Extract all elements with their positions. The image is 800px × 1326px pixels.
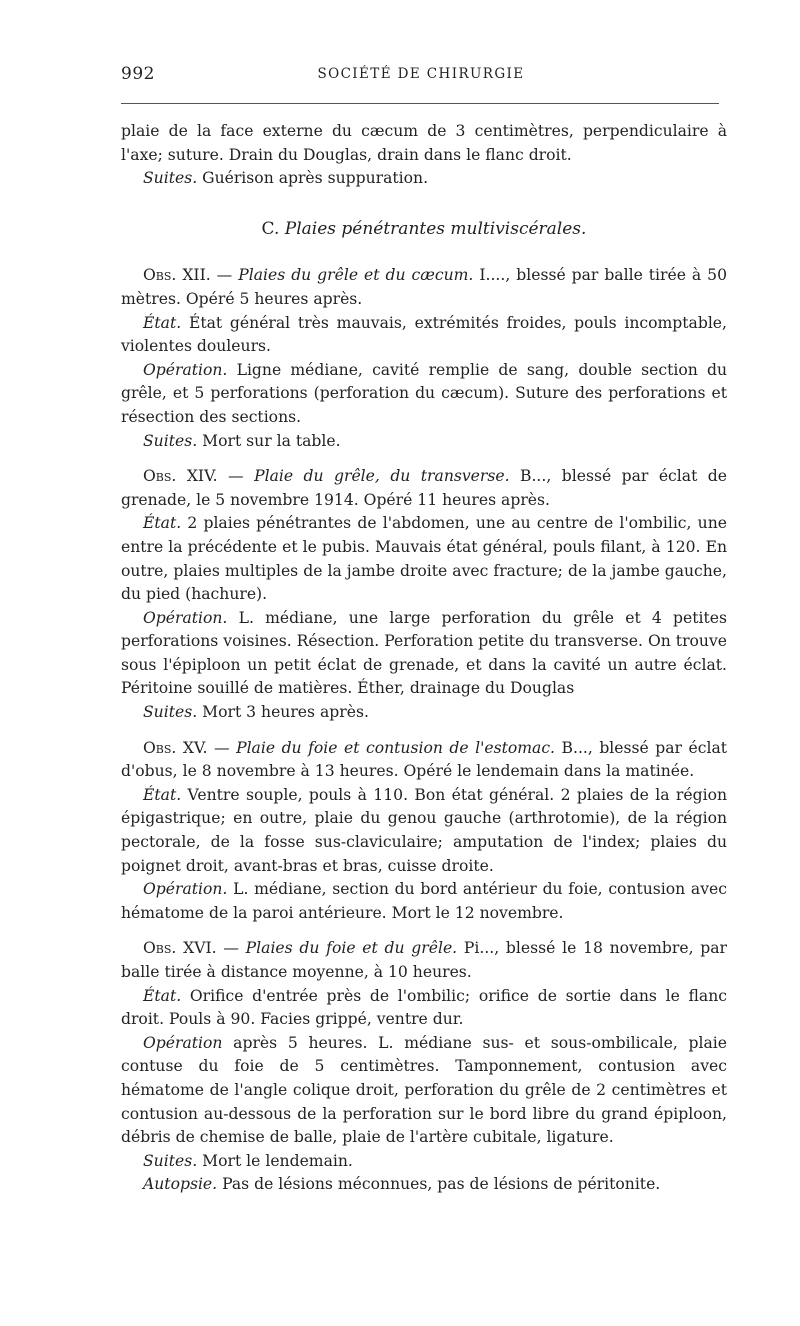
- section-title: Plaies pénétrantes multiviscérales.: [284, 218, 587, 239]
- etat-label: État.: [143, 785, 182, 804]
- operation-text: après 5 heures. L. médiane sus- et sous-ombilicale, plaie contuse du foie de 5 centimètres. Tamponnement, contusion avec hématome de l'angle colique droit, perforation du grêle de 2 centimètres et contusion au-dessous de la perforation sur le bord libre du grand épiploon, débris de chemise de balle, plaie de l'artère cubitale, ligature.: [121, 1033, 727, 1147]
- obs-16-etat: [121, 985, 727, 1032]
- autopsie-text: Pas de lésions méconnues, pas de lésions de péritonite.: [217, 1175, 661, 1194]
- etat-text: 2 plaies pénétrantes de l'abdomen, une au centre de l'ombilic, une entre la précédente et le pubis. Mauvais état général, pouls filant, à 120. En outre, plaies multiples de la jambe droite avec fracture; de la jambe gauche, du pied (hachure).: [121, 514, 727, 604]
- running-title: SOCIÉTÉ DE CHIRURGIE: [317, 66, 525, 82]
- intro-paragraph: [121, 120, 727, 167]
- obs-15-intro: [121, 737, 727, 784]
- page-header: [121, 64, 721, 92]
- suites-text: Mort 3 heures après.: [197, 703, 369, 722]
- obs-12-intro: [121, 264, 727, 311]
- obs-15-etat: [121, 784, 727, 878]
- obs-dash: —: [216, 939, 246, 958]
- page-number: 992: [121, 64, 155, 84]
- obs-16-operation: [121, 1032, 727, 1150]
- obs-14-operation: [121, 607, 727, 701]
- etat-label: État.: [143, 986, 182, 1005]
- suites-label: Suites.: [143, 703, 198, 722]
- operation-label: Opération.: [143, 360, 228, 379]
- section-letter: C.: [261, 218, 285, 239]
- obs-text: B..., blessé par éclat d'obus, le 8 novembre à 13 heures. Opéré le lendemain dans la matinée.: [121, 738, 728, 781]
- obs-title: Plaie du foie et contusion de l'estomac.: [236, 738, 556, 757]
- obs-label: Obs. XV.: [143, 738, 208, 757]
- intro-suites-paragraph: [121, 167, 727, 191]
- obs-text: Pi..., blessé le 18 novembre, par balle tirée à distance moyenne, à 10 heures.: [121, 939, 727, 981]
- obs-dash: —: [207, 738, 237, 757]
- suites-text: Guérison après suppuration.: [197, 169, 429, 188]
- operation-text: L. médiane, une large perforation du grêle et 4 petites perforations voisines. Résection. Perforation petite du transverse. On trouve sous l'épiploon un petit éclat de grenade, et dans la cavité un autre éclat. Péritoine souillé de matières. Éther, drainage du Douglas: [121, 608, 727, 698]
- obs-14-etat: [121, 512, 727, 606]
- header-rule: [121, 103, 719, 104]
- obs-title: Plaies du grêle et du cæcum.: [238, 266, 474, 285]
- suites-text: Mort le lendemain.: [197, 1151, 353, 1170]
- suites-label: Suites.: [143, 169, 198, 188]
- obs-15-operation: [121, 878, 727, 925]
- suites-label: Suites.: [143, 431, 198, 450]
- etat-text: Orifice d'entrée près de l'ombilic; orifice de sortie dans le flanc droit. Pouls à 90. Facies grippé, ventre dur.: [121, 986, 727, 1029]
- etat-text: État général très mauvais, extrémités froides, pouls incomptable, violentes douleurs.: [121, 313, 727, 356]
- obs-text: B..., blessé par éclat de grenade, le 5 novembre 1914. Opéré 11 heures après.: [121, 467, 727, 509]
- obs-label: Obs. XVI.: [143, 939, 217, 958]
- obs-label: Obs. XIV.: [143, 467, 218, 486]
- suites-text: Mort sur la table.: [197, 431, 341, 450]
- obs-12-etat: [121, 312, 727, 359]
- obs-dash: —: [217, 467, 255, 486]
- obs-14-intro: [121, 465, 727, 512]
- autopsie-label: Autopsie.: [143, 1175, 218, 1194]
- obs-label: Obs. XII.: [143, 266, 211, 285]
- obs-title: Plaies du foie et du grêle.: [245, 939, 458, 958]
- suites-label: Suites.: [143, 1151, 198, 1170]
- obs-text: I...., blessé par balle tirée à 50 mètres. Opéré 5 heures après.: [121, 266, 727, 308]
- obs-16-suites: [121, 1150, 727, 1174]
- operation-label: Opération: [143, 1033, 223, 1052]
- etat-label: État.: [143, 514, 182, 533]
- etat-text: Ventre souple, pouls à 110. Bon état général. 2 plaies de la région épigastrique; en outre, plaie du genou gauche (arthrotomie), de la région pectorale, de la fosse sus-claviculaire; amputation de l'index; plaies du poignet droit, avant-bras et bras, cuisse droite.: [121, 785, 727, 875]
- intro-text: plaie de la face externe du cæcum de 3 centimètres, perpendiculaire à l'axe; suture. Drain du Douglas, drain dans le flanc droit.: [121, 122, 727, 164]
- obs-title: Plaie du grêle, du transverse.: [254, 467, 510, 486]
- operation-label: Opération.: [143, 608, 228, 627]
- operation-label: Opération.: [143, 880, 228, 899]
- obs-12-suites: [121, 430, 727, 454]
- operation-text: L. médiane, section du bord antérieur du foie, contusion avec hématome de la paroi antérieure. Mort le 12 novembre.: [121, 880, 727, 922]
- obs-12-operation: [121, 359, 727, 430]
- operation-text: Ligne médiane, cavité remplie de sang, double section du grêle, et 5 perforations (perforation du cæcum). Suture des perforations et résection des sections.: [121, 360, 727, 426]
- document-body: [121, 120, 727, 1197]
- obs-dash: —: [210, 266, 239, 285]
- obs-16-autopsie: [121, 1173, 727, 1197]
- section-heading: [121, 218, 727, 242]
- obs-16-intro: [121, 937, 727, 984]
- etat-label: État.: [143, 313, 182, 332]
- obs-14-suites: [121, 701, 727, 725]
